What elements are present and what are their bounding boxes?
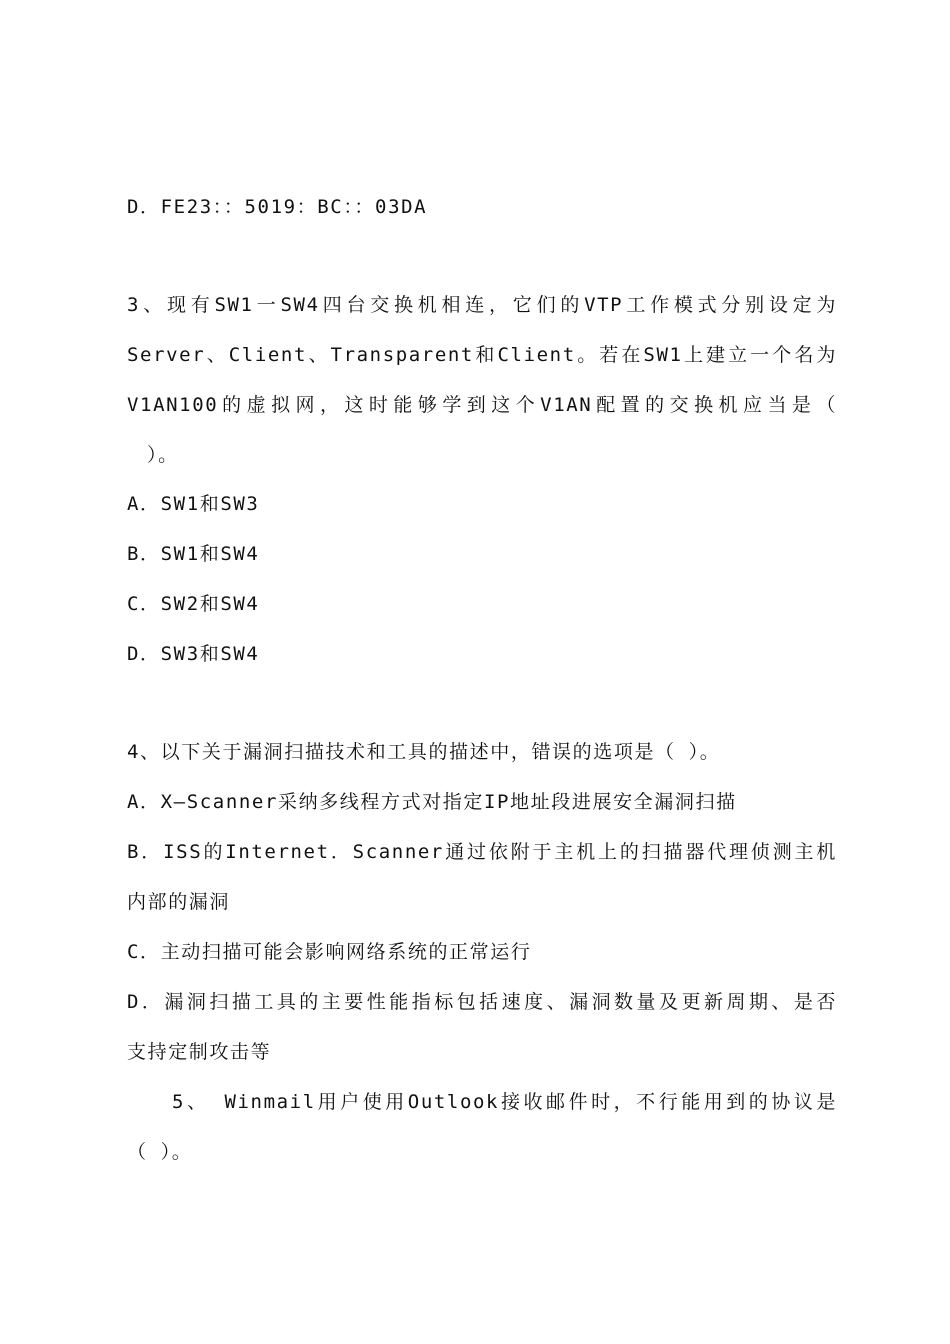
q4-option-d-line-1: D．漏洞扫描工具的主要性能指标包括速度、漏洞数量及更新周期、是否 [127, 991, 837, 1013]
q3-stem-line-2: Server、Client、Transparent和Client。若在SW1上建立一个名为 [127, 344, 837, 366]
q4-option-b-line-2: 内部的漏洞 [127, 891, 231, 913]
q3-option-d: D．SW3和SW4 [127, 643, 260, 665]
q3-option-c: C．SW2和SW4 [127, 593, 260, 615]
q3-option-a: A．SW1和SW3 [127, 493, 260, 515]
q2-option-d: D．FE23：：5019：BC：：03DA [127, 196, 428, 218]
q5-stem-line-2: （ ）。 [127, 1141, 193, 1163]
q5-stem-line-1: 5、 Winmail用户使用Outlook接收邮件时，不行能用到的协议是 [172, 1091, 837, 1113]
q3-option-b: B．SW1和SW4 [127, 543, 260, 565]
q4-option-c: C．主动扫描可能会影响网络系统的正常运行 [127, 941, 532, 963]
q4-stem: 4、以下关于漏洞扫描技术和工具的描述中，错误的选项是（ ）。 [127, 741, 721, 763]
q3-stem-line-1: 3、现有SW1一SW4四台交换机相连，它们的VTP工作模式分别设定为 [127, 294, 837, 316]
q4-option-d-line-2: 支持定制攻击等 [127, 1041, 272, 1063]
q3-stem-line-4: ）。 [147, 444, 179, 466]
q4-option-a: A．X—Scanner采纳多线程方式对指定IP地址段进展安全漏洞扫描 [127, 791, 737, 813]
q3-stem-line-3: V1AN100的虚拟网，这时能够学到这个V1AN配置的交换机应当是（ [127, 394, 837, 416]
q4-option-b-line-1: B．ISS的Internet．Scanner通过依附于主机上的扫描器代理侦测主机 [127, 841, 837, 863]
